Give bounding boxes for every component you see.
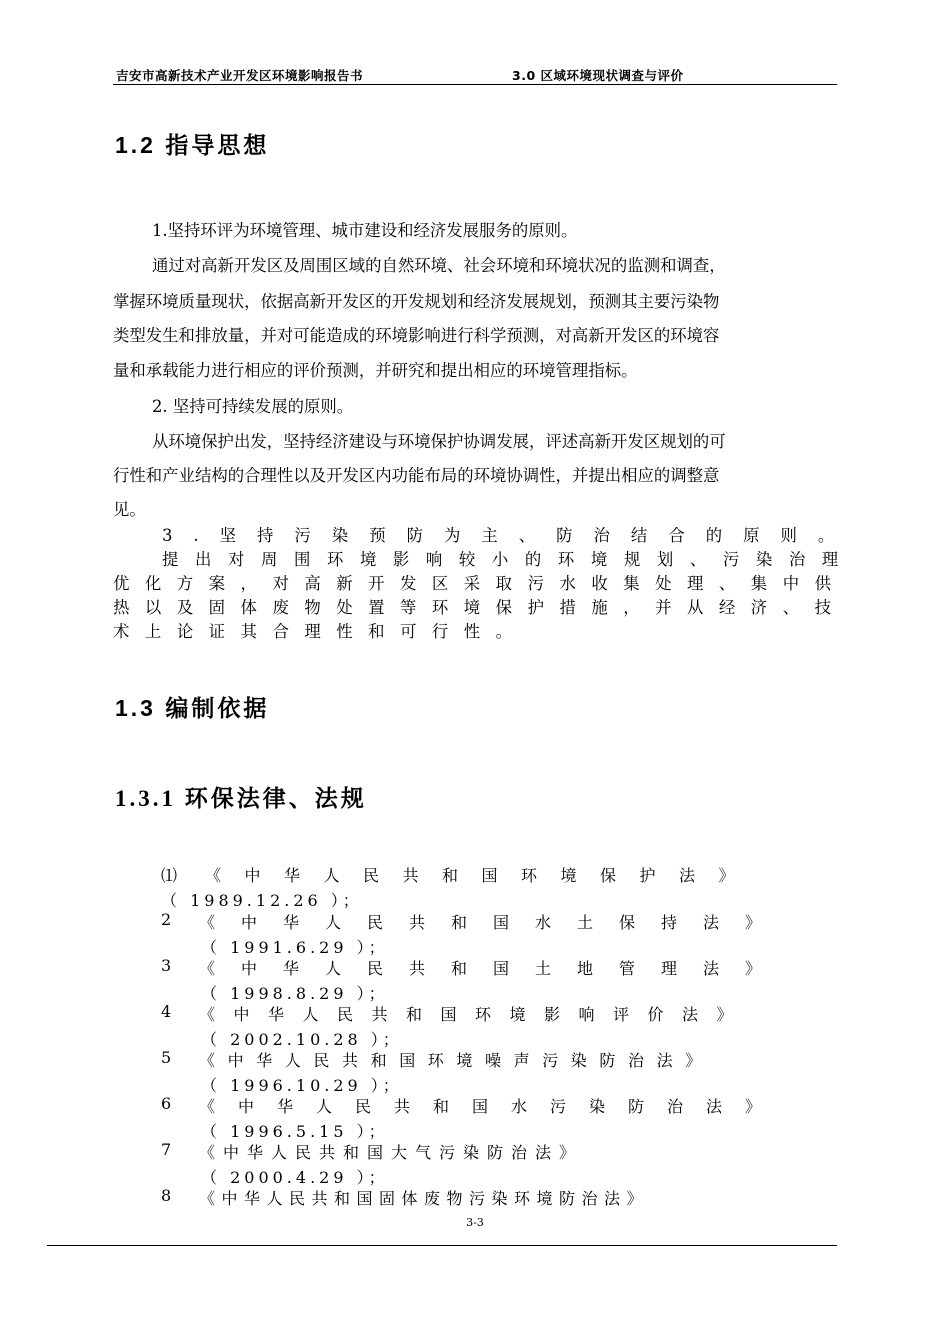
principle-2: 2. 坚持可持续发展的原则。	[152, 397, 354, 416]
law-item	[161, 1094, 829, 1142]
paragraph-line: 优化方案，对高新开发区采取污水收集处理、集中供	[113, 574, 847, 593]
law-item-name-and-date: 《中华人民共和国大气污染防治法》	[199, 1143, 584, 1162]
paragraph-line: 热以及固体废物处置等环境保护措施，并从经济、技	[113, 598, 847, 617]
header-rule	[113, 84, 837, 85]
law-item-date: （ 1991.6.29 ）；	[201, 938, 389, 957]
law-item	[161, 956, 829, 1004]
paragraph-line: 提出对周围环境影响较小的环境规划、污染治理	[162, 550, 855, 569]
law-item-date: （ 2000.4.29 ）；	[201, 1168, 389, 1187]
principle-1: 1.坚持环评为环境管理、城市建设和经济发展服务的原则。	[152, 221, 578, 240]
law-item-number: 8	[161, 1186, 172, 1205]
law-item	[161, 1002, 829, 1050]
law-item	[161, 910, 829, 958]
law-item-name: 《中华人民共和国水污染防治法》	[199, 1097, 785, 1116]
principle-3: 3.坚持污染预防为主、防治结合的原则。	[162, 526, 856, 545]
law-item-name: 《中华人民共和国固体废物污染环境防治法》	[199, 1189, 650, 1208]
law-item-number: 5	[161, 1048, 172, 1067]
paragraph-line: 类型发生和排放量，并对可能造成的环境影响进行科学预测，对高新开发区的环境容	[113, 326, 720, 345]
footer-rule	[47, 1245, 837, 1246]
law-item-date: （ 1989.12.26 ）；	[161, 891, 363, 910]
section-heading-1-3-1: 1.3.1 环保法律、法规	[115, 786, 367, 811]
paragraph-line: 通过对高新开发区及周围区域的自然环境、社会环境和环境状况的监测和调查，	[152, 256, 726, 275]
paragraph-line: 术上论证其合理性和可行性。	[113, 622, 528, 641]
law-item-name: 《中华人民共和国土地管理法》	[199, 959, 788, 978]
paragraph-line: 见。	[113, 500, 146, 519]
law-item-date: （ 1998.8.29 ）；	[201, 984, 389, 1003]
paragraph-line: 量和承载能力进行相应的评价预测，并研究和提出相应的环境管理指标。	[113, 361, 638, 380]
law-item-number: 7	[161, 1140, 172, 1159]
law-item-name: 《中华人民共和国环境保护法》	[205, 866, 759, 885]
law-item-number: 6	[161, 1094, 172, 1113]
law-item	[161, 1140, 829, 1188]
law-item-date: （ 2002.10.28 ）；	[201, 1030, 403, 1049]
law-item	[161, 1048, 829, 1096]
law-item-name: 《中华人民共和国环境噪声污染防治法》	[199, 1051, 714, 1070]
paragraph-line: 掌握环境质量现状，依据高新开发区的开发规划和经济发展规划，预测其主要污染物	[113, 292, 720, 311]
header-chapter-title: 3.0 区域环境现状调查与评价	[512, 68, 684, 83]
law-item-name: 《中华人民共和国水土保持法》	[199, 913, 788, 932]
law-item	[161, 863, 829, 911]
law-item-number: 2	[161, 910, 172, 929]
law-item-number: ⑴	[161, 866, 178, 885]
law-item	[161, 1186, 829, 1209]
section-heading-1-2: 1.2 指导思想	[115, 132, 270, 158]
law-item-name: 《中华人民共和国环境影响评价法》	[199, 1005, 752, 1024]
paragraph-line: 从环境保护出发，坚持经济建设与环境保护协调发展，评述高新开发区规划的可	[152, 432, 726, 451]
page-number: 3-3	[466, 1216, 484, 1229]
paragraph-line: 行性和产业结构的合理性以及开发区内功能布局的环境协调性，并提出相应的调整意	[113, 466, 720, 485]
law-item-date: （ 1996.5.15 ）；	[201, 1122, 389, 1141]
section-heading-1-3: 1.3 编制依据	[115, 695, 270, 721]
law-item-date: （ 1996.10.29 ）；	[201, 1076, 403, 1095]
law-item-number: 3	[161, 956, 172, 975]
header-report-title: 吉安市高新技术产业开发区环境影响报告书	[116, 68, 364, 83]
law-item-number: 4	[161, 1002, 172, 1021]
